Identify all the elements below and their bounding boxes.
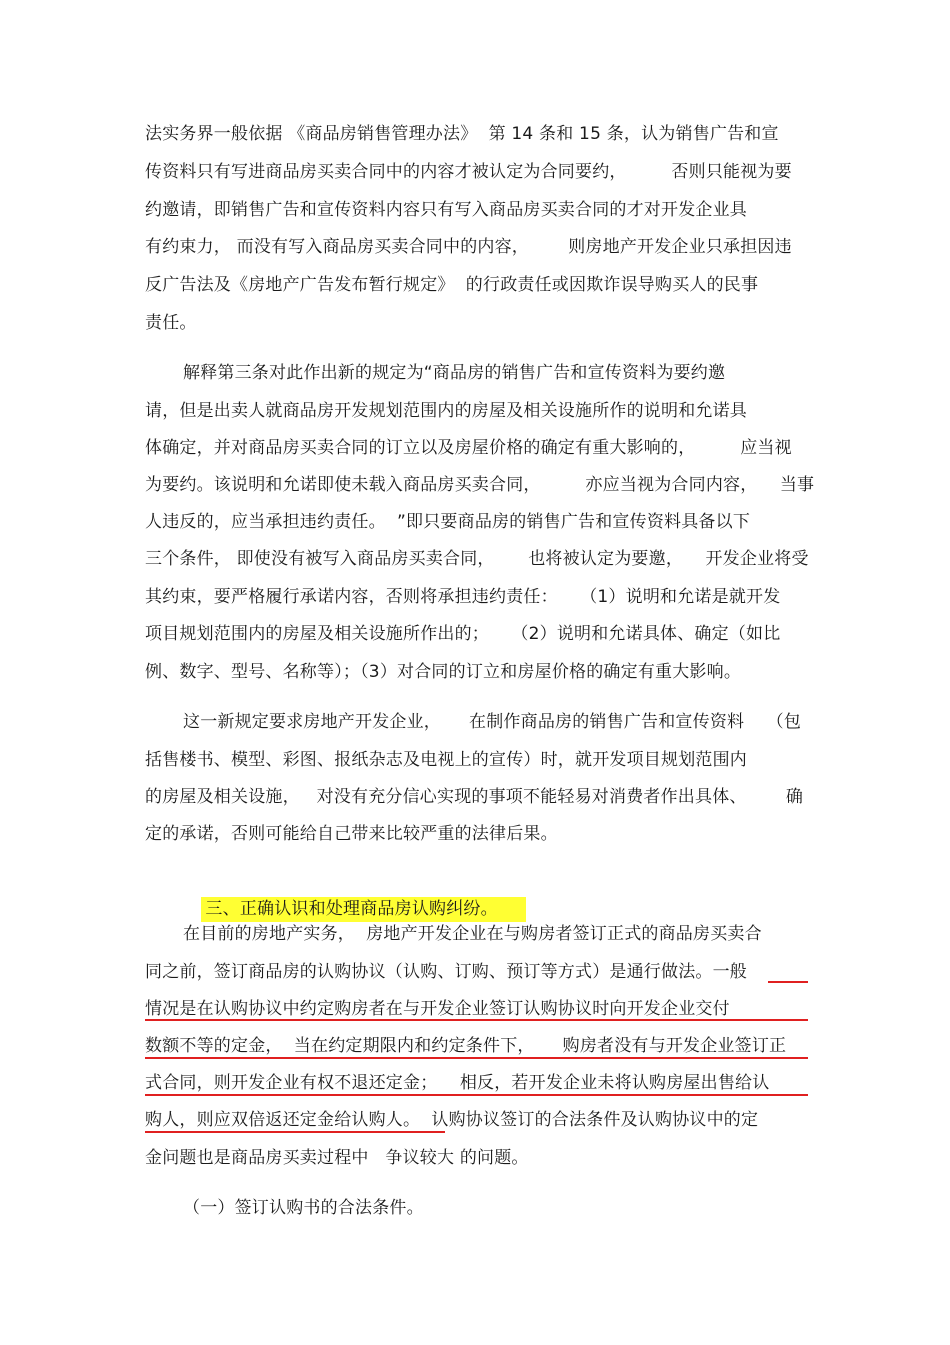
paragraph-4-line-6: 购人，则应双倍返还定金给认购人。 认购协议签订的合法条件及认购协议中的定: [145, 1110, 759, 1130]
paragraph-3-line-2: 括售楼书、模型、彩图、报纸杂志及电视上的宣传）时，就开发项目规划范围内: [145, 750, 747, 770]
paragraph-3-line-3: 的房屋及相关设施， 对没有充分信心实现的事项不能轻易对消费者作出具体、 确: [145, 787, 804, 807]
paragraph-4-line-3: 情况是在认购协议中约定购房者在与开发企业签订认购协议时向开发企业交付: [145, 999, 730, 1019]
red-underline-1: [768, 981, 808, 983]
paragraph-1-line-1: 法实务界一般依据 《商品房销售管理办法》 第 14 条和 15 条，认为销售广告和宣: [145, 124, 779, 144]
red-underline-5: [145, 1131, 445, 1133]
paragraph-2-line-5: 人违反的，应当承担违约责任。 ”即只要商品房的销售广告和宣传资料具备以下: [145, 512, 751, 532]
paragraph-4-line-1: 在目前的房地产实务， 房地产开发企业在与购房者签订正式的商品房买卖合: [183, 924, 762, 944]
subsection-heading: （一）签订认购书的合法条件。: [183, 1198, 424, 1218]
paragraph-2-line-2: 请，但是出卖人就商品房开发规划范围内的房屋及相关设施所作的说明和允诺具: [145, 401, 747, 421]
highlighted-heading-text: 三、正确认识和处理商品房认购纠纷。: [201, 897, 525, 922]
paragraph-1-line-3: 约邀请，即销售广告和宣传资料内容只有写入商品房买卖合同的才对开发企业具: [145, 200, 747, 220]
paragraph-3-line-1: 这一新规定要求房地产开发企业， 在制作商品房的销售广告和宣传资料 （包: [183, 712, 802, 732]
paragraph-4-line-2: 同之前，签订商品房的认购协议（认购、订购、预订等方式）是通行做法。一般: [145, 962, 747, 982]
paragraph-4-line-4: 数额不等的定金， 当在约定期限内和约定条件下， 购房者没有与开发企业签订正: [145, 1036, 787, 1056]
paragraph-4-line-7: 金问题也是商品房买卖过程中 争议较大 的问题。: [145, 1148, 529, 1168]
red-underline-2: [145, 1019, 808, 1021]
paragraph-2-line-3: 体确定，并对商品房买卖合同的订立以及房屋价格的确定有重大影响的， 应当视: [145, 438, 792, 458]
paragraph-3-line-4: 定的承诺，否则可能给自己带来比较严重的法律后果。: [145, 824, 558, 844]
paragraph-1-line-5: 反广告法及《房地产广告发布暂行规定》 的行政责任或因欺诈误导购买人的民事: [145, 275, 759, 295]
paragraph-4-line-5: 式合同，则开发企业有权不退还定金； 相反，若开发企业未将认购房屋出售给认: [145, 1073, 770, 1093]
red-underline-4: [145, 1094, 808, 1096]
paragraph-2-line-7: 其约束，要严格履行承诺内容，否则将承担违约责任： （1）说明和允诺是就开发: [145, 587, 781, 607]
paragraph-2-line-1: 解释第三条对此作出新的规定为“商品房的销售广告和宣传资料为要约邀: [183, 363, 726, 383]
paragraph-2-line-6: 三个条件， 即使没有被写入商品房买卖合同， 也将被认定为要邀， 开发企业将受: [145, 549, 809, 569]
paragraph-2-line-9: 例、数字、型号、名称等）；（3）对合同的订立和房屋价格的确定有重大影响。: [145, 662, 742, 682]
red-underline-3: [145, 1057, 808, 1059]
paragraph-1-line-2: 传资料只有写进商品房买卖合同中的内容才被认定为合同要约， 否则只能视为要: [145, 162, 792, 182]
paragraph-2-line-4: 为要约。该说明和允诺即使未载入商品房买卖合同， 亦应当视为合同内容， 当事: [145, 475, 815, 495]
paragraph-1-line-4: 有约束力， 而没有写入商品房买卖合同中的内容， 则房地产开发企业只承担因违: [145, 237, 792, 257]
paragraph-1-line-6: 责任。: [145, 313, 197, 333]
paragraph-2-line-8: 项目规划范围内的房屋及相关设施所作出的； （2）说明和允诺具体、确定（如比: [145, 624, 781, 644]
